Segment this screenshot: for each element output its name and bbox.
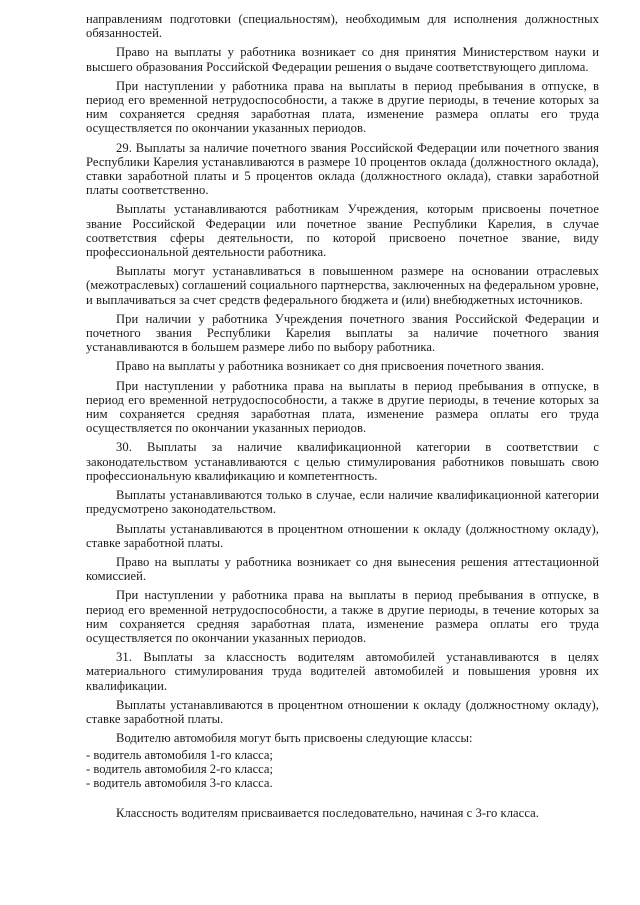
paragraph: Выплаты устанавливаются только в случае, если наличие квалификационной категории предусмотрено законодательством.: [86, 488, 599, 517]
paragraph: Право на выплаты у работника возникает со дня принятия Министерством науки и высшего образования Российской Федерации решения о выдаче соответствующего диплома.: [86, 45, 599, 74]
paragraph: направлениям подготовки (специальностям), необходимым для исполнения должностных обязанностей.: [86, 12, 599, 41]
paragraph: При наступлении у работника права на выплаты в период пребывания в отпуске, в период его временной нетрудоспособности, а также в другие периоды, в течение которых за ним сохраняется средняя заработная плата, изменение размера оплаты его труда осуществляется по окончании указанных периодов.: [86, 78, 599, 136]
paragraph: При наступлении у работника права на выплаты в период пребывания в отпуске, в период его временной нетрудоспособности, а также в другие периоды, в течение которых за ним сохраняется средняя заработная плата, изменение размера оплаты его труда осуществляется по окончании указанных периодов.: [86, 588, 599, 645]
list-item: - водитель автомобиля 3-го класса.: [86, 776, 273, 791]
paragraph: Право на выплаты у работника возникает со дня вынесения решения аттестационной комиссией.: [86, 554, 599, 584]
list-item: - водитель автомобиля 1-го класса;: [86, 748, 274, 762]
paragraph: При наличии у работника Учреждения почетного звания Российской Федерации и почетного звания Республики Карелия выплаты за наличие почетного звания устанавливаются в большем размере либо по выбору работника.: [86, 311, 599, 355]
paragraph: Право на выплаты у работника возникает со дня присвоения почетного звания.: [116, 359, 545, 374]
paragraph-section-30: 30. Выплаты за наличие квалификационной категории в соответствии с законодательством устанавливаются с целью стимулирования работников повышать свою профессиональную квалификацию и компетентность.: [86, 440, 599, 483]
paragraph: Выплаты устанавливаются в процентном отношении к окладу (должностному окладу), ставке заработной платы.: [86, 697, 599, 726]
final-paragraph: Классность водителям присваивается последовательно, начиная с 3-го класса.: [116, 806, 539, 820]
paragraph: Выплаты устанавливаются работникам Учреждения, которым присвоены почетное звание Российской Федерации или почетное звание Республики Карелия, в случае соответствия сферы деятельности, по которой присвоено почетное звание, виду профессиональной деятельности работника.: [86, 202, 599, 260]
paragraph: Водителю автомобиля могут быть присвоены следующие классы:: [116, 731, 473, 746]
paragraph: Выплаты устанавливаются в процентном отношении к окладу (должностному окладу), ставке заработной платы.: [86, 521, 599, 550]
list-item: - водитель автомобиля 2-го класса;: [86, 762, 274, 777]
paragraph-section-29: 29. Выплаты за наличие почетного звания Российской Федерации или почетного звания Республики Карелия устанавливаются в размере 10 процентов оклада (должностного оклада), ставки заработной платы и 5 процентов оклада (должностного оклада), ставки заработной платы соответственно.: [86, 140, 599, 198]
paragraph: При наступлении у работника права на выплаты в период пребывания в отпуске, в период его временной нетрудоспособности, а также в другие периоды, в течение которых за ним сохраняется средняя заработная плата, изменение размера оплаты его труда осуществляется по окончании указанных периодов.: [86, 378, 599, 436]
document-body: [86, 12, 599, 750]
driver-class-list: [86, 748, 386, 791]
paragraph: Выплаты могут устанавливаться в повышенном размере на основании отраслевых (межотраслевых) соглашений социального партнерства, заключенных на федеральном уровне, и выплачиваться за счет средств федерального бюджета и (или) внебюджетных источников.: [86, 264, 599, 307]
paragraph-section-31: 31. Выплаты за классность водителям автомобилей устанавливаются в целях материального стимулирования труда водителей автомобилей и повышения уровня их квалификации.: [86, 650, 599, 693]
